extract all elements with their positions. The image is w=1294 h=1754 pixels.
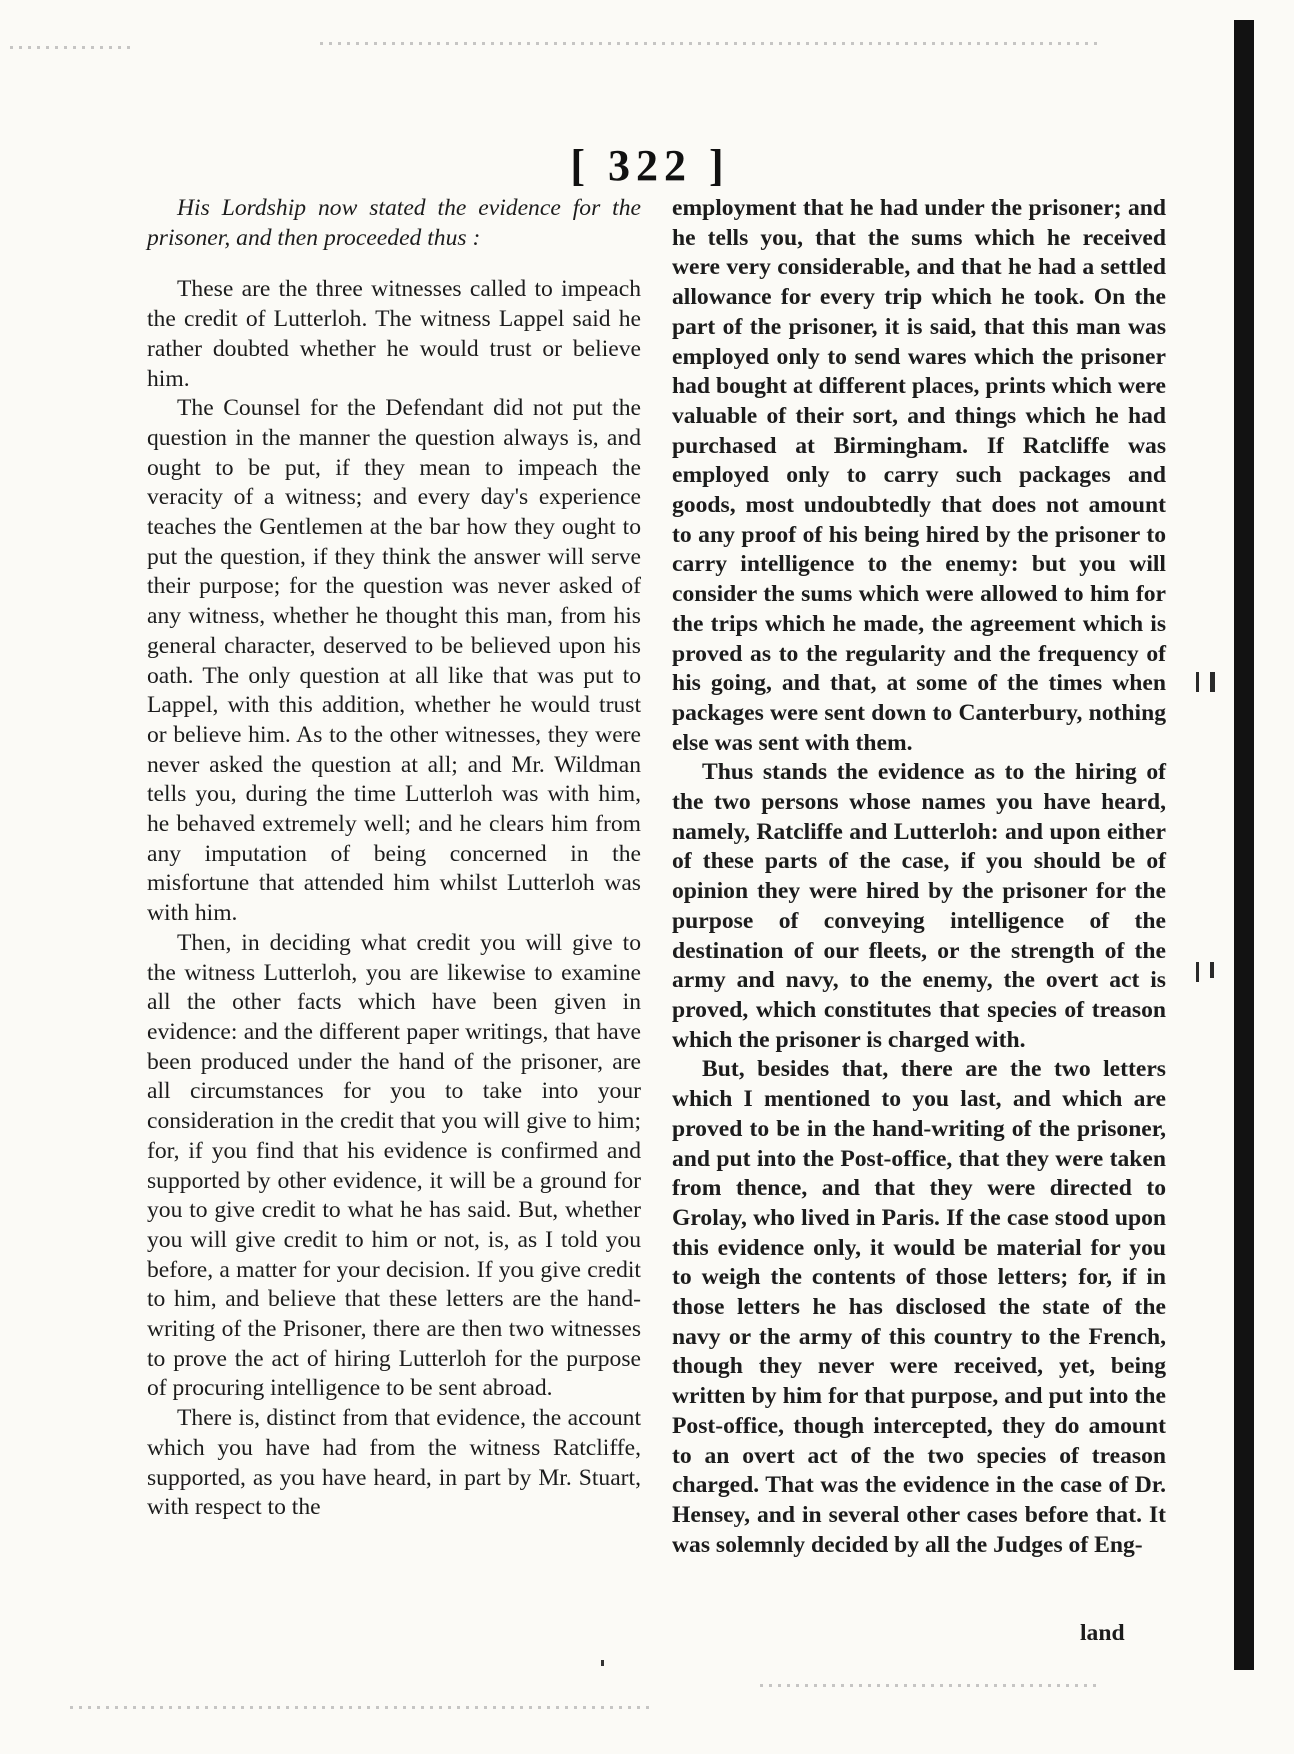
intro-line: His Lordship now stated the evidence for the prisoner, and then proceeded thus : [147,195,641,251]
scan-noise [70,1706,650,1709]
margin-mark [1210,962,1214,978]
right-column [672,194,1166,1560]
left-column [147,194,641,1523]
page-number: [ 322 ] [570,141,730,190]
paragraph: These are the three witnesses called to impeach the credit of Lutterloh. The witness Lappel said he rather doubted whether he would trust or believe him. [147,276,641,392]
binding-shadow [1234,20,1254,1670]
scan-noise [601,1660,604,1666]
scan-noise [10,46,130,49]
paragraph: There is, distinct from that evidence, the account which you have had from the witness Ratcliffe, supported, as you have heard, in part by Mr. Stuart, with respect to the [147,1405,641,1521]
scan-noise [320,42,1100,45]
catchword: land [1080,1620,1125,1646]
margin-mark [1196,962,1199,982]
paragraph: But, besides that, there are the two letters which I mentioned to you last, and which are proved to be in the hand-writing of the prisoner, and put into the Post-office, that they were taken from thence, and that they were directed to Grolay, who lived in Paris. If the case stood upon this evidence only, it would be material for you to weigh the contents of those letters; for, if in those letters he has disclosed the state of the navy or the army of this country to the French, though they never were received, yet, being written by him for that purpose, and put into the Post-office, though intercepted, they do amount to an overt act of the two species of treason charged. That was the evidence in the case of Dr. Hensey, and in several other cases before that. It was solemnly decided by all the Judges of Eng- [672,1056,1166,1558]
paragraph: Thus stands the evidence as to the hiring of the two persons whose names you have heard, namely, Ratcliffe and Lutterloh: and upon either of these parts of the case, if you should be of opinion they were hired by the prisoner for the purpose of conveying intelligence of the destination of our fleets, or the strength of the army and navy, to the enemy, the overt act is proved, which constitutes that species of treason which the prisoner is charged with. [672,759,1166,1053]
paragraph: employment that he had under the prisoner; and he tells you, that the sums which he received were very considerable, and that he had a settled allowance for every trip which he took. On the part of the prisoner, it is said, that this man was employed only to send wares which the prisoner had bought at different places, prints which were valuable of their sort, and things which he had purchased at Birmingham. If Ratcliffe was employed only to carry such packages and goods, most undoubtedly that does not amount to any proof of his being hired by the prisoner to carry intelligence to the enemy: but you will consider the sums which were allowed to him for the trips which he made, the agreement which is proved as to the regularity and the frequency of his going, and that, at some of the times when packages were sent down to Canterbury, nothing else was sent with them. [672,195,1166,756]
margin-mark [1196,672,1199,692]
paragraph: The Counsel for the Defendant did not put the question in the manner the question always is, and ought to be put, if they mean to impeach the veracity of a witness; and every day's experience teaches the Gentlemen at the bar how they ought to put the question, if they think the answer will serve their purpose; for the question was never asked of any witness, whether he thought this man, from his general character, deserved to be believed upon his oath. The only question at all like that was put to Lappel, with this addition, whether he would trust or believe him. As to the other witnesses, they were never asked the question at all; and Mr. Wildman tells you, during the time Lutterloh was with him, he behaved extremely well; and he clears him from any imputation of being concerned in the misfortune that attended him whilst Lutterloh was with him. [147,395,641,927]
paragraph: Then, in deciding what credit you will give to the witness Lutterloh, you are likewise to examine all the other facts which have been given in evidence: and the different paper writings, that have been produced under the hand of the prisoner, are all circumstances for you to take into your consideration in the credit that you will give to him; for, if you find that his evidence is confirmed and supported by other evidence, it will be a ground for you to give credit to what he has said. But, whether you will give credit to him or not, is, as I told you before, a matter for your decision. If you give credit to him, and believe that these letters are the hand-writing of the Prisoner, there are then two witnesses to prove the act of hiring Lutterloh for the purpose of procuring intelligence to be sent abroad. [147,929,641,1402]
scan-noise [760,1684,1100,1687]
margin-mark [1210,672,1215,692]
